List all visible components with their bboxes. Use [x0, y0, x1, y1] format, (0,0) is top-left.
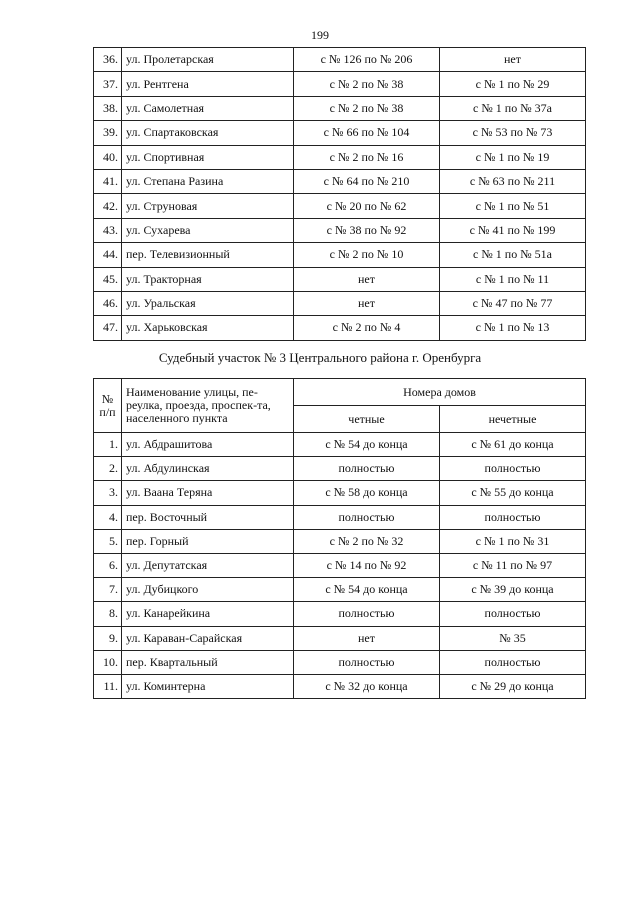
odd-houses: с № 1 по № 29	[440, 72, 586, 96]
street-name: ул. Канарейкина	[122, 602, 294, 626]
table-row	[94, 72, 586, 96]
odd-houses: с № 1 по № 31	[440, 529, 586, 553]
row-number: 7.	[94, 578, 122, 602]
row-number: 1.	[94, 433, 122, 457]
even-houses: нет	[294, 626, 440, 650]
odd-houses: с № 1 по № 51а	[440, 243, 586, 267]
even-houses: нет	[294, 291, 440, 315]
row-number: 44.	[94, 243, 122, 267]
header-even: четные	[294, 406, 440, 433]
table-row	[94, 145, 586, 169]
street-name: ул. Дубицкого	[122, 578, 294, 602]
odd-houses: с № 29 до конца	[440, 674, 586, 698]
row-number: 4.	[94, 505, 122, 529]
odd-houses: с № 61 до конца	[440, 433, 586, 457]
street-name: пер. Восточный	[122, 505, 294, 529]
header-odd: нечетные	[440, 406, 586, 433]
street-name: пер. Горный	[122, 529, 294, 553]
even-houses: с № 38 по № 92	[294, 218, 440, 242]
street-name: ул. Депутатская	[122, 553, 294, 577]
odd-houses: с № 1 по № 37а	[440, 96, 586, 120]
odd-houses: с № 1 по № 13	[440, 316, 586, 340]
odd-houses: с № 39 до конца	[440, 578, 586, 602]
table-row	[94, 291, 586, 315]
odd-houses: полностью	[440, 457, 586, 481]
even-houses: полностью	[294, 505, 440, 529]
street-name: ул. Спортивная	[122, 145, 294, 169]
page-number: 199	[311, 28, 329, 42]
row-number: 36.	[94, 48, 122, 72]
street-name: ул. Уральская	[122, 291, 294, 315]
street-name: ул. Сухарева	[122, 218, 294, 242]
even-houses: с № 64 по № 210	[294, 169, 440, 193]
row-number: 2.	[94, 457, 122, 481]
row-number: 10.	[94, 650, 122, 674]
row-number: 6.	[94, 553, 122, 577]
row-number: 9.	[94, 626, 122, 650]
odd-houses: с № 63 по № 211	[440, 169, 586, 193]
even-houses: с № 66 по № 104	[294, 121, 440, 145]
streets-table-continued	[93, 47, 586, 341]
street-name: ул. Харьковская	[122, 316, 294, 340]
row-number: 47.	[94, 316, 122, 340]
even-houses: с № 2 по № 32	[294, 529, 440, 553]
table-row	[94, 96, 586, 120]
even-houses: с № 54 до конца	[294, 433, 440, 457]
odd-houses: полностью	[440, 650, 586, 674]
even-houses: с № 2 по № 10	[294, 243, 440, 267]
header-house-numbers: Номера домов	[294, 379, 586, 406]
table-row	[94, 674, 586, 698]
street-name: ул. Спартаковская	[122, 121, 294, 145]
odd-houses: с № 47 по № 77	[440, 291, 586, 315]
table-row	[94, 169, 586, 193]
even-houses: нет	[294, 267, 440, 291]
table-row	[94, 505, 586, 529]
header-street-name: Наименование улицы, пе-реулка, проезда, проспек-та, населенного пункта	[122, 379, 294, 433]
street-name: ул. Коминтерна	[122, 674, 294, 698]
street-name: ул. Рентгена	[122, 72, 294, 96]
header-row-number: № п/п	[94, 379, 122, 433]
even-houses: с № 14 по № 92	[294, 553, 440, 577]
street-name: ул. Абдрашитова	[122, 433, 294, 457]
street-name: пер. Телевизионный	[122, 243, 294, 267]
table-row	[94, 48, 586, 72]
table-row	[94, 316, 586, 340]
even-houses: с № 2 по № 16	[294, 145, 440, 169]
odd-houses: нет	[440, 48, 586, 72]
row-number: 38.	[94, 96, 122, 120]
street-name: ул. Тракторная	[122, 267, 294, 291]
even-houses: полностью	[294, 602, 440, 626]
table-row	[94, 578, 586, 602]
table-row	[94, 433, 586, 457]
street-name: ул. Пролетарская	[122, 48, 294, 72]
table-row	[94, 243, 586, 267]
odd-houses: с № 1 по № 51	[440, 194, 586, 218]
even-houses: с № 20 по № 62	[294, 194, 440, 218]
odd-houses: полностью	[440, 505, 586, 529]
odd-houses: № 35	[440, 626, 586, 650]
street-name: пер. Квартальный	[122, 650, 294, 674]
street-name: ул. Струновая	[122, 194, 294, 218]
odd-houses: с № 1 по № 11	[440, 267, 586, 291]
court-district-streets-table	[93, 378, 586, 699]
even-houses: с № 2 по № 38	[294, 96, 440, 120]
row-number: 3.	[94, 481, 122, 505]
odd-houses: с № 1 по № 19	[440, 145, 586, 169]
street-name: ул. Ваана Теряна	[122, 481, 294, 505]
table-row	[94, 553, 586, 577]
odd-houses: с № 41 по № 199	[440, 218, 586, 242]
table-row	[94, 194, 586, 218]
row-number: 8.	[94, 602, 122, 626]
even-houses: с № 58 до конца	[294, 481, 440, 505]
table-row	[94, 218, 586, 242]
table-row	[94, 267, 586, 291]
odd-houses: с № 53 по № 73	[440, 121, 586, 145]
table-row	[94, 121, 586, 145]
table-row	[94, 457, 586, 481]
odd-houses: с № 55 до конца	[440, 481, 586, 505]
even-houses: с № 126 по № 206	[294, 48, 440, 72]
table-row	[94, 602, 586, 626]
street-name: ул. Караван-Сарайская	[122, 626, 294, 650]
table-row	[94, 650, 586, 674]
even-houses: с № 54 до конца	[294, 578, 440, 602]
street-name: ул. Абдулинская	[122, 457, 294, 481]
row-number: 40.	[94, 145, 122, 169]
odd-houses: с № 11 по № 97	[440, 553, 586, 577]
table-row	[94, 529, 586, 553]
even-houses: с № 2 по № 4	[294, 316, 440, 340]
odd-houses: полностью	[440, 602, 586, 626]
even-houses: полностью	[294, 650, 440, 674]
street-name: ул. Самолетная	[122, 96, 294, 120]
row-number: 5.	[94, 529, 122, 553]
row-number: 11.	[94, 674, 122, 698]
section-title: Судебный участок № 3 Центрального района г. Оренбурга	[158, 350, 482, 365]
even-houses: с № 2 по № 38	[294, 72, 440, 96]
row-number: 41.	[94, 169, 122, 193]
row-number: 46.	[94, 291, 122, 315]
row-number: 43.	[94, 218, 122, 242]
even-houses: с № 32 до конца	[294, 674, 440, 698]
table-row	[94, 481, 586, 505]
row-number: 45.	[94, 267, 122, 291]
even-houses: полностью	[294, 457, 440, 481]
row-number: 37.	[94, 72, 122, 96]
row-number: 39.	[94, 121, 122, 145]
street-name: ул. Степана Разина	[122, 169, 294, 193]
table-row	[94, 626, 586, 650]
row-number: 42.	[94, 194, 122, 218]
